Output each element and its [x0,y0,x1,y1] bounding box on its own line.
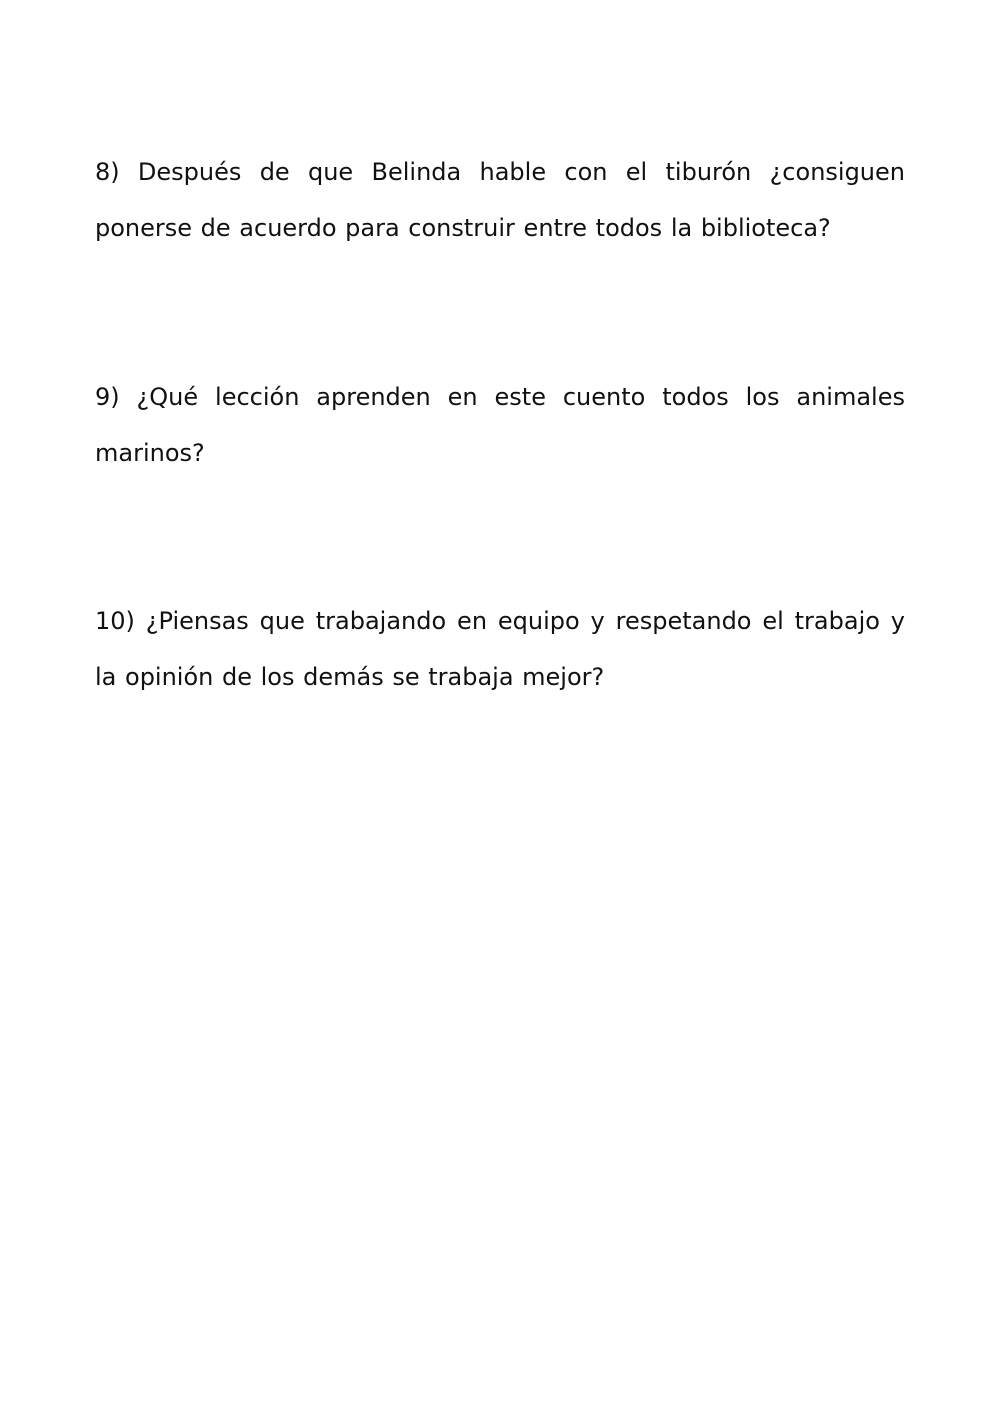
question-10: 10) ¿Piensas que trabajando en equipo y respetando el trabajo y la opinión de los demás se trabaja mejor? [95,607,905,691]
question-8: 8) Después de que Belinda hable con el tiburón ¿consiguen ponerse de acuerdo para construir entre todos la biblioteca? [95,158,905,242]
question-9: 9) ¿Qué lección aprenden en este cuento todos los animales marinos? [95,383,905,467]
